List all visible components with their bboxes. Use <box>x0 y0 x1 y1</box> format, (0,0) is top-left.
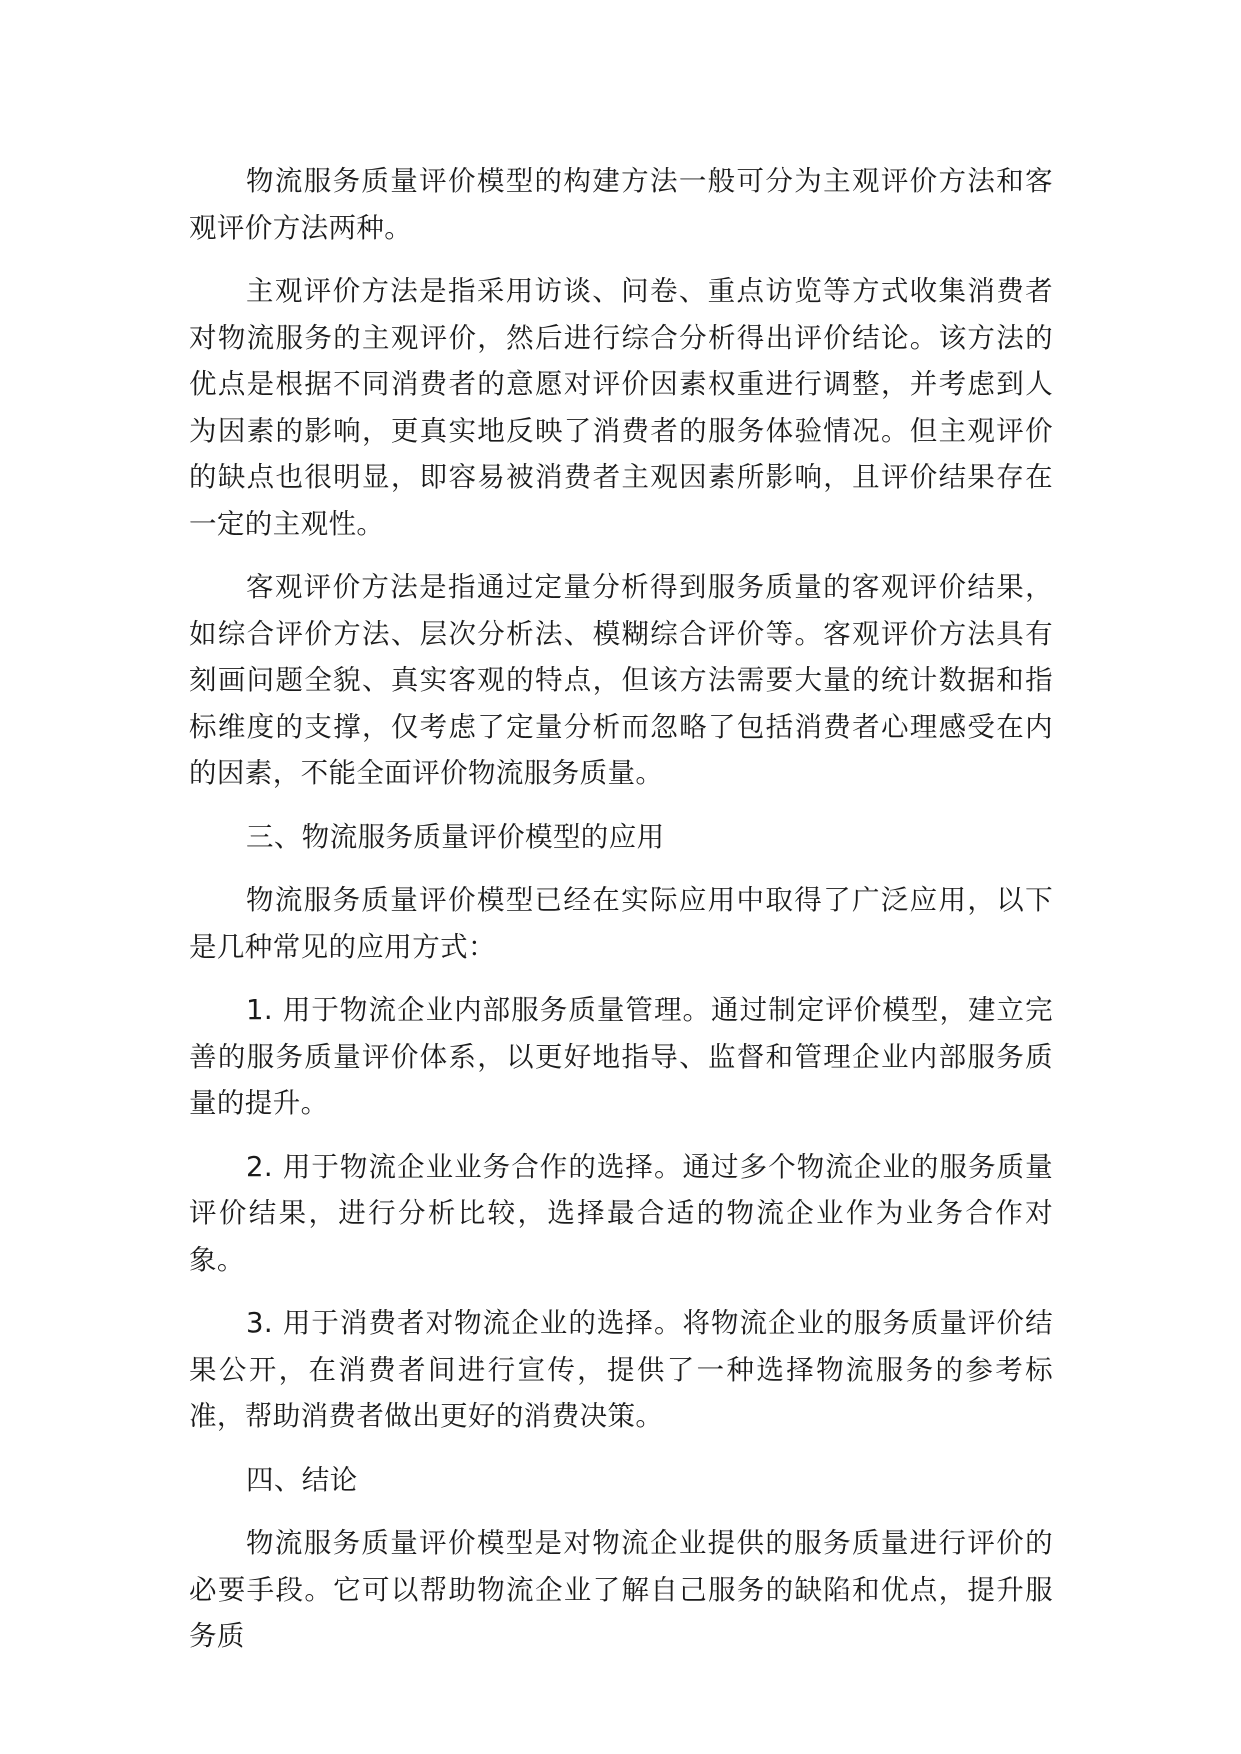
paragraph-application-intro: 物流服务质量评价模型已经在实际应用中取得了广泛应用，以下是几种常见的应用方式： <box>189 884 1053 963</box>
paragraph-subjective-method: 主观评价方法是指采用访谈、问卷、重点访览等方式收集消费者对物流服务的主观评价，然后进行综合分析得出评价结论。该方法的优点是根据不同消费者的意愿对评价因素权重进行调整，并考虑到人为因素的影响，更真实地反映了消费者的服务体验情况。但主观评价的缺点也很明显，即容易被消费者主观因素所影响，且评价结果存在一定的主观性。 <box>189 275 1053 540</box>
section-heading-application: 三、物流服务质量评价模型的应用 <box>246 820 665 853</box>
paragraph-objective-method: 客观评价方法是指通过定量分析得到服务质量的客观评价结果，如综合评价方法、层次分析法、模糊综合评价等。客观评价方法具有刻画问题全貌、真实客观的特点，但该方法需要大量的统计数据和指标维度的支撑，仅考虑了定量分析而忽略了包括消费者心理感受在内的因素，不能全面评价物流服务质量。 <box>189 571 1053 789</box>
list-item-business-cooperation: 2. 用于物流企业业务合作的选择。通过多个物流企业的服务质量评价结果，进行分析比较，选择最合适的物流企业作为业务合作对象。 <box>189 1150 1053 1276</box>
section-heading-conclusion: 四、结论 <box>246 1463 358 1496</box>
list-item-internal-management: 1. 用于物流企业内部服务质量管理。通过制定评价模型，建立完善的服务质量评价体系，以更好地指导、监督和管理企业内部服务质量的提升。 <box>189 994 1053 1119</box>
paragraph-conclusion: 物流服务质量评价模型是对物流企业提供的服务质量进行评价的必要手段。它可以帮助物流企业了解自己服务的缺陷和优点，提升服务质 <box>189 1527 1053 1652</box>
document-page <box>189 158 1053 1677</box>
list-item-consumer-choice: 3. 用于消费者对物流企业的选择。将物流企业的服务质量评价结果公开，在消费者间进行宣传，提供了一种选择物流服务的参考标准，帮助消费者做出更好的消费决策。 <box>189 1307 1053 1432</box>
paragraph-methods-intro: 物流服务质量评价模型的构建方法一般可分为主观评价方法和客观评价方法两种。 <box>189 165 1053 244</box>
